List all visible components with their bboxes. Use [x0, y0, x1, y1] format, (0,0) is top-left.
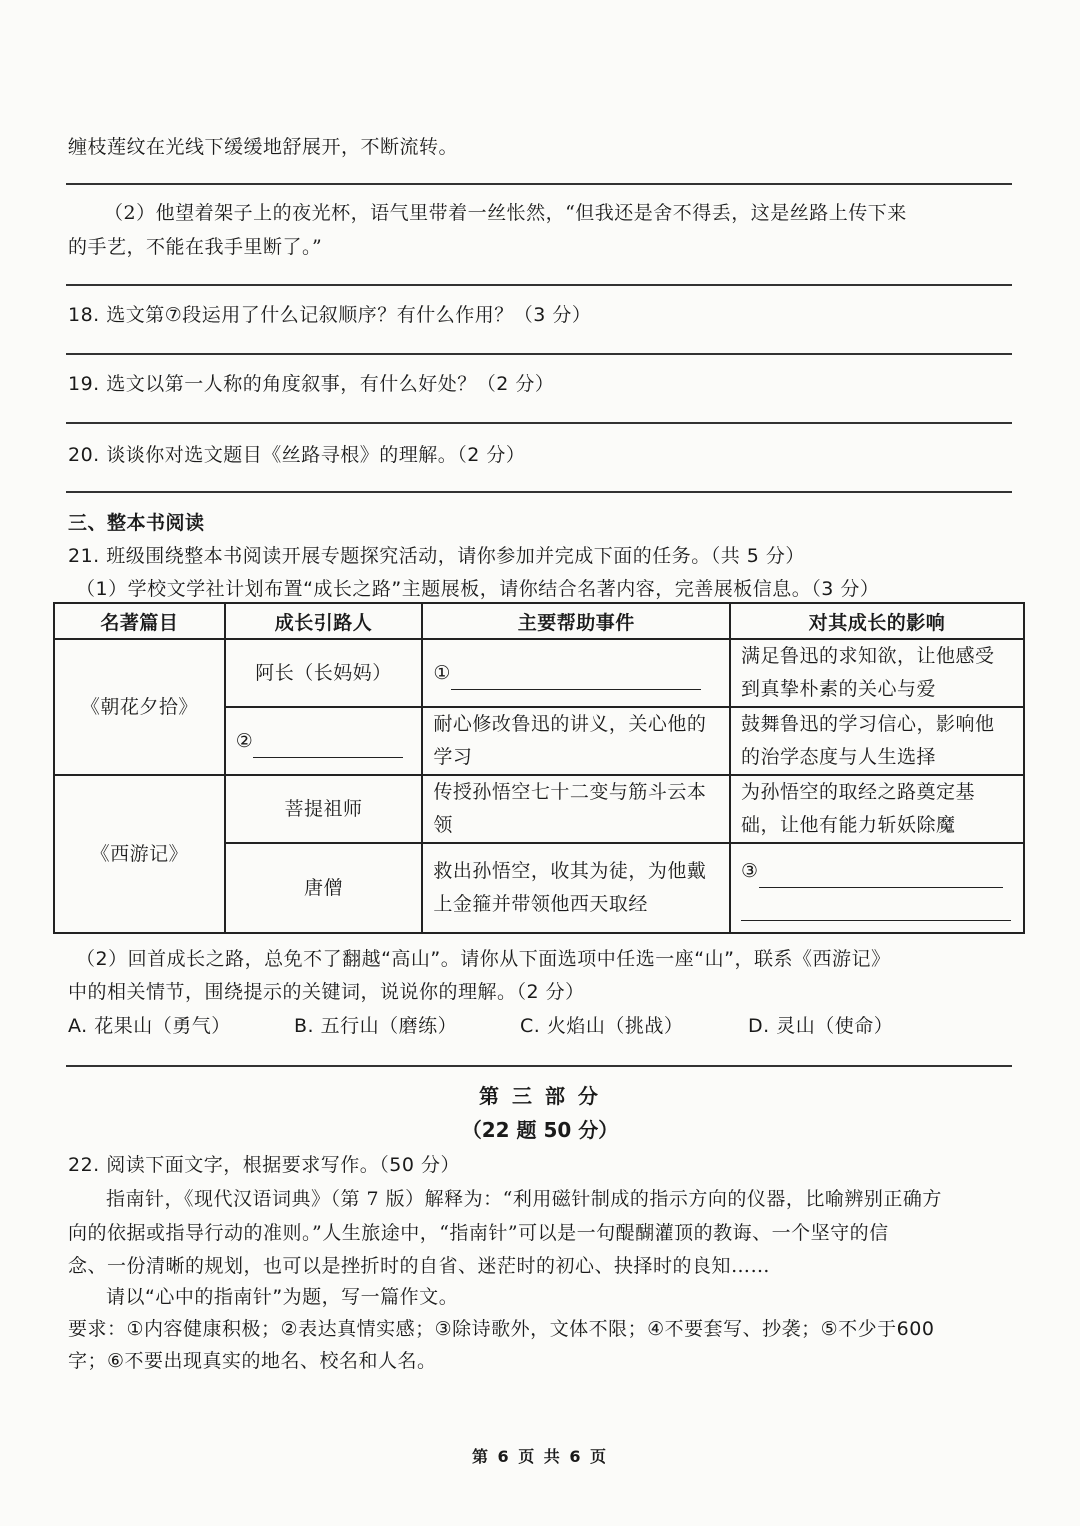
effect-cell: 为孙悟空的取经之路奠定基础，让他有能力斩妖除魔 — [730, 775, 1024, 843]
option-c: C. 火焰山（挑战） — [520, 1015, 684, 1037]
question-21-2-line1: （2）回首成长之路，总免不了翻越“高山”。请你从下面选项中任选一座“山”，联系《西游记》 — [76, 948, 891, 970]
question-20: 20. 谈谈你对选文题目《丝路寻根》的理解。（2 分） — [68, 444, 526, 466]
answer-line[interactable] — [66, 491, 1012, 493]
option-b: B. 五行山（磨练） — [294, 1015, 458, 1037]
fill-in-blank[interactable] — [451, 665, 701, 690]
blank-marker: ③ — [740, 860, 759, 882]
event-cell: 耐心修改鲁迅的讲义，关心他的学习 — [422, 707, 730, 775]
header-book: 名著篇目 — [54, 603, 225, 639]
fill-in-blank[interactable] — [741, 896, 1011, 921]
effect-cell: 鼓舞鲁迅的学习信心，影响他的治学态度与人生选择 — [730, 707, 1024, 775]
question-18: 18. 选文第⑦段运用了什么记叙顺序？有什么作用？（3 分） — [68, 304, 592, 326]
book-cell: 《朝花夕拾》 — [54, 639, 225, 775]
question-21-1: （1）学校文学社计划布置“成长之路”主题展板，请你结合名著内容，完善展板信息。（3 分） — [76, 578, 880, 600]
table-row — [54, 775, 1024, 843]
guide-cell: 阿长（长妈妈） — [225, 639, 423, 707]
prompt-line3: 念、一份清晰的规划，也可以是挫折时的自省、迷茫时的初心、抉择时的良知…… — [68, 1255, 771, 1277]
option-a: A. 花果山（勇气） — [68, 1015, 231, 1037]
table-header-row — [54, 603, 1024, 639]
answer-line[interactable] — [66, 1065, 1012, 1067]
page-footer: 第 6 页 共 6 页 — [471, 1447, 609, 1466]
table-row — [54, 639, 1024, 707]
event-blank-cell[interactable] — [422, 639, 730, 707]
event-cell: 传授孙悟空七十二变与筋斗云本领 — [422, 775, 730, 843]
blank-marker: ② — [235, 729, 254, 752]
question-22: 22. 阅读下面文字，根据要求写作。（50 分） — [68, 1154, 460, 1176]
book-cell: 《西游记》 — [54, 775, 225, 933]
requirements-line2: 字；⑥不要出现真实的地名、校名和人名。 — [68, 1350, 437, 1372]
header-effect: 对其成长的影响 — [730, 603, 1024, 639]
effect-cell: 满足鲁迅的求知欲，让他感受到真挚朴素的关心与爱 — [730, 639, 1024, 707]
guide-cell: 唐僧 — [225, 843, 423, 933]
q17-item2-line2: 的手艺，不能在我手里断了。” — [68, 236, 323, 258]
option-d: D. 灵山（使命） — [748, 1015, 894, 1037]
answer-line[interactable] — [66, 353, 1012, 355]
effect-blank-cell[interactable] — [730, 843, 1024, 933]
question-21-2-line2: 中的相关情节，围绕提示的关键词，说说你的理解。（2 分） — [68, 981, 585, 1003]
part-title: 第 三 部 分 — [479, 1084, 601, 1108]
prompt-line1: 指南针，《现代汉语词典》（第 7 版）解释为：“利用磁针制成的指示方向的仪器，比喻辨别正确方 — [106, 1188, 942, 1210]
guide-blank-cell[interactable] — [225, 707, 423, 775]
event-cell: 救出孙悟空，收其为徒，为他戴上金箍并带领他西天取经 — [422, 843, 730, 933]
prompt-title-line: 请以“心中的指南针”为题，写一篇作文。 — [106, 1286, 459, 1308]
question-19: 19. 选文以第一人称的角度叙事，有什么好处？（2 分） — [68, 373, 555, 395]
requirements-line1: 要求：①内容健康积极；②表达真情实感；③除诗歌外，文体不限；④不要套写、抄袭；⑤不少于600 — [68, 1318, 935, 1340]
part-subtitle: （22 题 50 分） — [461, 1118, 619, 1142]
fill-in-blank[interactable] — [759, 863, 1003, 888]
guide-cell: 菩提祖师 — [225, 775, 423, 843]
answer-line[interactable] — [66, 422, 1012, 424]
question-21: 21. 班级围绕整本书阅读开展专题探究活动，请你参加并完成下面的任务。（共 5 分） — [68, 545, 805, 567]
prompt-line2: 向的依据或指导行动的准则。”人生旅途中，“指南针”可以是一句醍醐灌顶的教诲、一个坚守的信 — [68, 1222, 889, 1244]
header-guide: 成长引路人 — [225, 603, 423, 639]
answer-line[interactable] — [66, 284, 1012, 286]
fill-in-blank[interactable] — [253, 733, 403, 758]
header-event: 主要帮助事件 — [422, 603, 730, 639]
blank-marker: ① — [433, 661, 451, 684]
growth-board-table — [53, 602, 1025, 934]
answer-line[interactable] — [66, 183, 1012, 185]
q17-item2-line1: （2）他望着架子上的夜光杯，语气里带着一丝怅然，“但我还是舍不得丢，这是丝路上传下来 — [104, 202, 907, 224]
q17-tail-line: 缠枝莲纹在光线下缓缓地舒展开，不断流转。 — [68, 136, 459, 158]
section-heading: 三、整本书阅读 — [68, 512, 205, 534]
